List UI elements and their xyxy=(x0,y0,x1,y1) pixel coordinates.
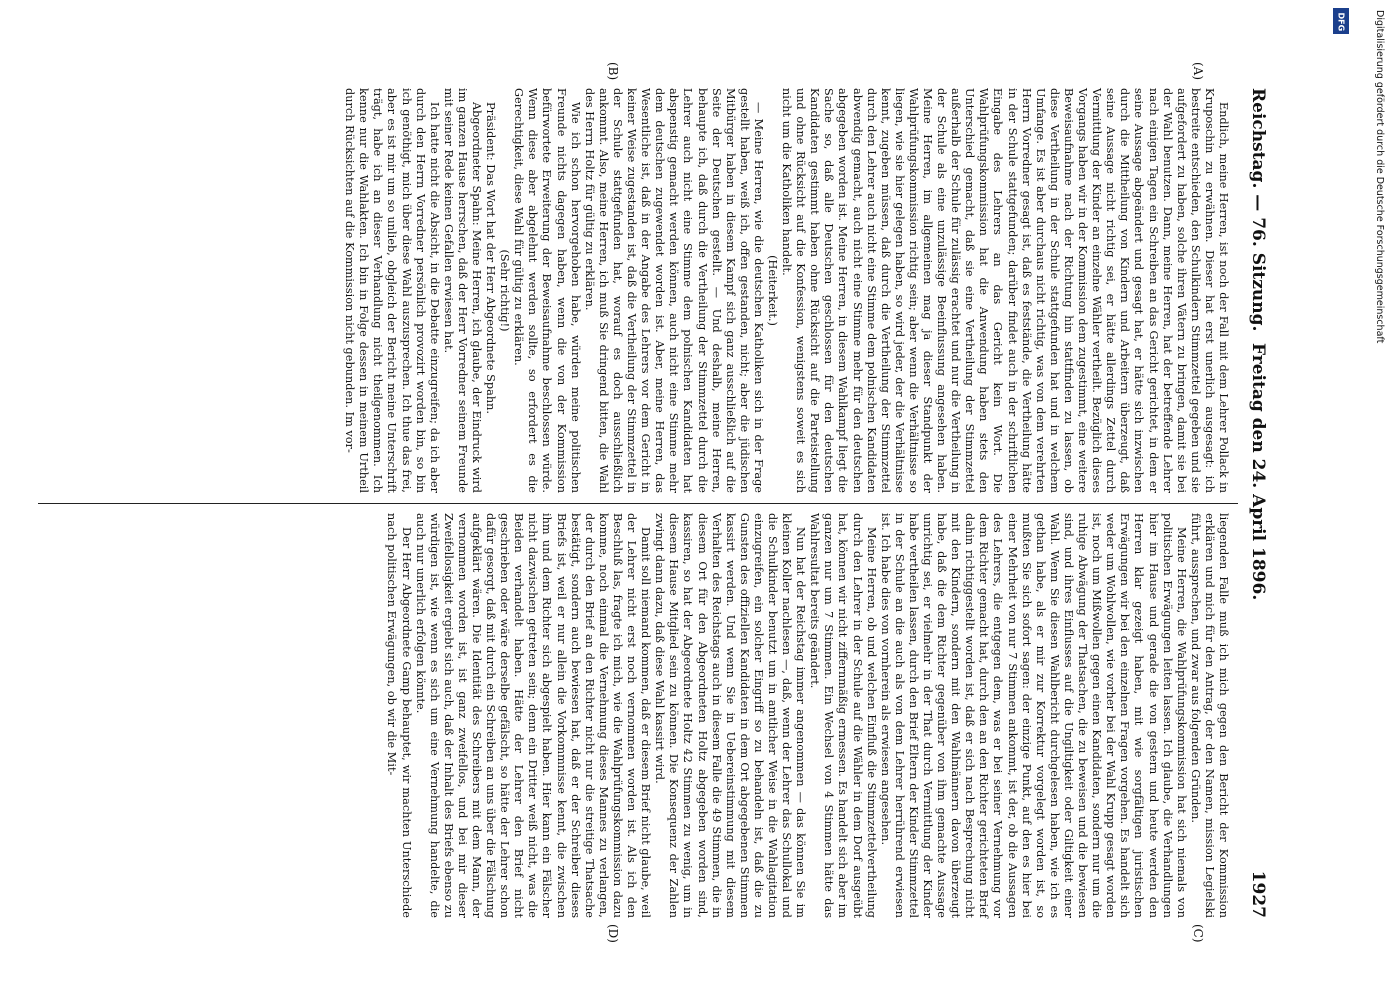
margin-marker-a: (A) xyxy=(1191,62,1205,81)
header-session-title: Reichstag. — 76. Sitzung. xyxy=(1248,88,1268,332)
speaker-line: Präsident: Das Wort hat der Herr Abgeordnete Spahn. xyxy=(484,102,498,414)
right-column xyxy=(45,513,1230,918)
speaker-line: Abgeordneter Spahn: Meine Herren, ich glaube, der Eindruck wird im ganzen Hause herrschen, daß der Herr Vorredner seinem Freunde mit seiner Rede keinen Gefallen erwiesen hat. xyxy=(441,88,484,493)
left-column xyxy=(45,88,1230,493)
page-number: 1927 xyxy=(1248,870,1268,918)
margin-marker-b: (B) xyxy=(606,62,620,81)
column-divider xyxy=(38,503,1238,504)
paragraph: Damit soll niemand kommen, daß er diesem Brief nicht glaube, weil der Lehrer nicht erst noch vernommen worden ist. Als ich den Beschluß las, fragte ich mich, wie die Wahlprüfungskommission dazu komme, noch einmal die Vernehmung dieses Mannes zu verlangen, der durch den Brief an den Richter nicht nur die streitige Thatsache bestätigt, sondern auch bewiesen hat, daß er der Schreiber dieses Briefs ist, weil er nur allein die Vorkommnisse kennt, die zwischen ihm und dem Richter sich abgespielt haben. Hier kann ein Fälscher nicht dazwischen getreten sein; denn ein Dritter weiß nicht, was die Beiden verhandelt haben. Hätte der Lehrer den Brief nicht geschrieben oder wäre derselbe gefälscht, so hätte der Lehrer schon dafür gesorgt, daß mit durch ein Schreiben an uns über die Fälschung aufgeklärt wären. Die Identität des Schreibers mit dem Mann, der vernommen worden ist, ist ganz zweifellos, und bei mir dieser Zweifellosigkeit ergiebt sich auch, daß der Inhalt des Briefs ebenso zu würdigen ist, wie wenn es sich um eine Vernehmung handelte, die auch nur unerlich erfolgen könnte. xyxy=(413,513,653,918)
page-header xyxy=(1244,88,1268,918)
digitization-note: Digitalisierung gefördert durch die Deutsche Forschungsgemeinschaft xyxy=(1374,10,1385,344)
paragraph: Ich hatte nicht die Absicht, in die Debatte einzugreifen; da ich aber durch den Herrn Vorredner persönlich provozirt worden bin, so bin ich genöthigt, mich über diese Wahl auszusprechen. Ich thue das frei, aber es ist mir um so unlieb, obgleich der Bericht meine Unterschrift trägt, habe ich an dieser Verhandlung nicht theilgenommen. Ich kenne nur die Wahlakten. Ich bin in Folge dessen in meinem Urtheil durch Rücksichten auf die Kommission nicht gebunden. Im vor- xyxy=(343,88,441,493)
paragraph: Meine Herren, die Wahlprüfungskommission hat sich niemals von politischen Erwägungen leiten lassen. Ich glaube, die Verhandlungen hier im Hause und gerade die von gestern und heute werden den Herren klar gezeigt haben, mit wie sorgfältigen juristischen Erwägungen wir bei den einzelnen Fragen vorgehen. Es handelt sich weder um Wohlwollen, wie vorher bei der Wahl Krupp gesagt worden ist, noch um Mißwollen gegen einen Kandidaten, sondern nur um die ruhige Abwägung der Thatsachen, die zu beweisen und die bewiesen sind, und ihres Einflusses auf die Ungiltigkeit oder Giltigkeit einer Wahl. Wenn Sie diesen Wahlbericht durchgelesen haben, wie ich es gethan habe, als er mir zur Korrektur vorgelegt worden ist, so mußten Sie sich sofort sagen: der einzige Punkt, auf den es hier bei einer Mehrheit von nur 7 Stimmen ankommt, ist der, ob die Aussagen des Lehrers, die entgegen dem, was er bei seiner Vernehmung vor dem Richter gemacht hat, durch den an den Richter gerichteten Brief dahin richtiggestellt worden ist, daß er sich nach Besprechung nicht mit den Kindern, sondern mit den Wahlmännern davon überzeugt habe, daß die dem Richter gegenüber von ihm gemachte Aussage unrichtig sei, er vielmehr in der That durch Vermittlung der Kinder habe vertheilen lassen, durch den Brief Eltern der Kinder Stimmzettel in der Schule an die auch als von dem Lehrer herrührend erwiesen ist. Ich habe dies von vornherein als erwiesen angesehen. xyxy=(878,513,1188,918)
paragraph: Meine Herren, ob und welchen Einfluß die Stimmzettelvertheilung durch den Lehrer in der Schule auf die Wähler in dem Dorf ausgeübt hat, können wir nicht ziffernmäßig ermessen. Es handelt sich aber im ganzen nur um 7 Stimmen. Ein Wechsel von 4 Stimmen hätte das Wahlresultat bereits geändert. xyxy=(808,513,878,918)
paragraph: Der Herr Abgeordnete Gamp behauptet, wir machten Unterschiede nach politischen Erwägungen, ob wir die Mit- xyxy=(385,513,413,918)
digitization-footer xyxy=(1331,10,1385,990)
interjection: (Heiterkeit.) xyxy=(766,255,779,326)
interjection: (Sehr richtig!) xyxy=(498,249,512,332)
dfg-logo: DFG xyxy=(1333,8,1349,34)
margin-marker-d: (D) xyxy=(606,924,620,943)
document-page xyxy=(10,58,1300,948)
paragraph: Endlich, meine Herren, ist noch der Fall mit dem Lehrer Pollack in Kruposchin zu erwähnen. Dieser hat erst unerlich ausgesagt: ich bestreite entschieden, den Schulkindern Stimmzettel gegeben und sie aufgefordert zu haben, solche ihren Vätern zu bringen, damit sie bei der Wahl benutzen. Dann, meine Herren, hat der betreffende Lehrer nach einigen Tagen ein Schreiben an das Gericht gerichtet, in dem er seine Aussage abgeändert und gesagt hat, er hätte sich inzwischen durch die Mittheilung von Kindern und Arbeitern überzeugt, daß seine Aussage nicht richtig sei, er hätte allerdings Zettel durch Vermittlung der Kinder an einzelne Wähler vertheilt. Bezüglich dieses Vorgangs haben wir in der Kommission dem zugestimmt, eine weitere Beweisaufnahme nach der Richtung hin stattfinden zu lassen, ob diese Vertheilung in der Schule stattgefunden hat und in welchem Umfange. Es ist aber durchaus nicht richtig, was von dem verehrten Herrn Vorredner gesagt ist, daß es feststände, die Vertheilung hätte in der Schule stattgefunden; darüber findet auch in der schriftlichen Eingabe des Lehrers an das Gericht kein Wort. Die Wahlprüfungskommission hat die Anwendung haben stets den Unterschied gemacht, daß sie eine Vertheilung der Stimmzettel außerhalb der Schule für zulässig erachtet und nur die Vertheilung in der Schule als eine unzulässige Beeinflussung angesehen haben. Meine Herren, im allgemeinen mag ja dieser Standpunkt der Wahlprüfungskommission richtig sein; aber wenn die Verhältnisse so liegen, wie sie hier gelegen haben, so wird jeder, der die Verhältnisse kennt, zugeben müssen, daß durch die Vertheilung der Stimmzettel durch den Lehrer auch nicht eine Stimme dem polnischen Kandidaten abwendig gemacht, auch nicht eine Stimme mehr für den deutschen abgegeben worden ist. Meine Herren, in diesem Wahlkampf liegt die Sache so, daß alle Deutschen geschlossen für den deutschen Kandidaten gestimmt haben ohne Rücksicht auf die Parteistellung und ohne Rücksicht auf die Konfession, wenigstens soweit es sich nicht um die Katholiken handelt. xyxy=(780,88,1230,493)
paragraph: Nun hat der Reichstag immer angenommen — das können Sie im kleinen Koller nachlesen —, daß, wenn der Lehrer das Schullokal und die Schulkinder benutzt um in amtlicher Weise in die Wahlagitation einzugreifen, ein solcher Eingriff so zu behandeln ist, daß die zu Gunsten des offiziellen Kandidaten in dem Ort abgegebenen Stimmen kassirt werden. Und wenn Sie in Uebereinstimmung mit diesem Verhalten des Reichstags auch in diesem Falle die 49 Stimmen, die in diesem Ort für den Abgeordneten Holtz abgegeben worden sind, kassiren, so hat der Abgeordnete Holtz 42 Stimmen zu wenig, um in diesem Hause Mitglied sein zu können. Die Konsequenz der Zahlen zwingt dann dazu, daß diese Wahl kassirt wird. xyxy=(653,513,808,918)
paragraph: — Meine Herren, wie die deutschen Katholiken sich in der Frage gestellt haben, weiß ich, offen gestanden, nicht; aber die jüdischen Mitbürger haben in diesem Kampf sich ganz ausschließlich auf die Seite der Deutschen gestellt. — Und deshalb, meine Herren, behaupte ich, daß durch die Vertheilung der Stimmzettel durch die Lehrer auch nicht eine Stimme dem polnischen Kandidaten hat abspenstig gemacht werden können, auch nicht eine Stimme mehr dem deutschen zugewendet worden ist. Aber, meine Herren, das Wesentliche ist, daß in der Angabe des Lehrers vor dem Gericht in keiner Weise zugestanden ist, daß die Vertheilung der Stimmzettel in der Schule stattgefunden hat, worauf es doch ausschließlich ankommt. Also, meine Herren, ich muß Sie dringend bitten, die Wahl des Herrn Holtz für gültig zu erklären. xyxy=(582,88,765,493)
paragraph: liegenden Falle muß ich mich gegen den Bericht der Kommission erklären und mich für den Antrag, der den Namen, mission Legielski führt, aussprechen, und zwar aus folgenden Gründen. xyxy=(1188,513,1230,918)
header-date: Freitag den 24. April 1896. xyxy=(1248,343,1268,601)
paragraph: Wie ich schon hervorgehoben habe, würden meine politischen Freunde nichts dagegen haben, wenn die von der Kommission befürwortete Erweiterung der Beweisaufnahme beschlossen würde. Wenn diese aber abgelehnt werden sollte, so erfordert es die Gerechtigkeit, diese Wahl für gültig zu erklären. xyxy=(512,88,582,493)
margin-marker-c: (C) xyxy=(1191,924,1205,943)
